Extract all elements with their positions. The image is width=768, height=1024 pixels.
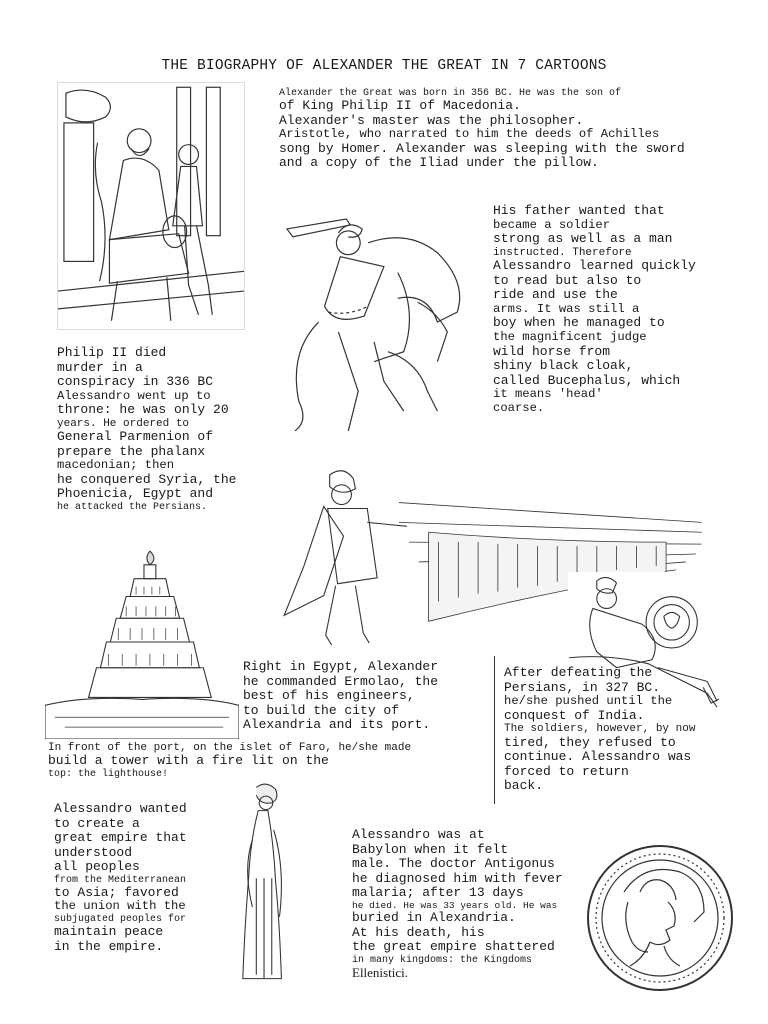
text-line: understood: [54, 844, 133, 860]
text-line: conquest of India.: [504, 707, 645, 723]
greek-woman-illustration: [236, 778, 294, 990]
text-line: arms. It was still a: [493, 301, 640, 316]
text-line: male. The doctor Antigonus: [352, 856, 555, 872]
text-line: he died. He was 33 years old. He was: [352, 899, 558, 911]
text-line: Alessandro learned quickly: [493, 258, 696, 274]
text-line: all peoples: [54, 859, 140, 875]
lighthouse-tower-illustration: [44, 546, 240, 740]
text-line: murder in a: [57, 359, 143, 375]
text-line: subjugated peoples for: [54, 914, 187, 926]
text-line: in the empire.: [54, 938, 164, 954]
text-line: became a soldier: [493, 217, 611, 232]
text-line: His father wanted that: [493, 203, 665, 218]
text-line: years. He ordered to: [57, 417, 190, 430]
text-line: coarse.: [493, 400, 545, 415]
text-line: Phoenicia, Egypt and: [57, 486, 214, 502]
text-line: Persians, in 327 BC.: [504, 679, 661, 695]
text-line: General Parmenion of: [57, 429, 214, 445]
text-line: the union with the: [54, 899, 186, 914]
text-line: wild horse from: [493, 343, 611, 359]
text-line: to Asia; favored: [54, 884, 179, 900]
text-line: Alessandro wanted: [54, 801, 187, 816]
text-line: Philip II died: [57, 345, 167, 360]
text-line: he commanded Ermolao, the: [243, 673, 439, 689]
text-line: Aristotle, who narrated to him the deeds of Achilles: [279, 127, 660, 142]
text-line: top: the lighthouse!: [48, 768, 169, 780]
text-line: Ellenistici.: [352, 965, 408, 981]
text-line: Alexandria and its port.: [243, 717, 431, 733]
death-paragraph: [352, 828, 563, 981]
text-line: the magnificent judge: [493, 329, 647, 344]
empire-paragraph: [54, 802, 187, 954]
text-line: to create a: [54, 815, 140, 831]
text-line: best of his engineers,: [243, 688, 415, 704]
text-line: Alexander's master was the philosopher.: [279, 112, 584, 128]
text-line: Alessandro was at: [352, 827, 485, 842]
text-line: instructed. Therefore: [493, 246, 632, 259]
text-line: buried in Alexandria.: [352, 910, 516, 926]
coin-portrait-illustration: [584, 842, 736, 994]
text-line: Babylon when it felt: [352, 841, 509, 857]
text-line: Alexander the Great was born in 356 BC. He was the son of: [279, 88, 622, 99]
page-title: THE BIOGRAPHY OF ALEXANDER THE GREAT IN 7 CARTOONS: [161, 58, 607, 74]
text-line: he attacked the Persians.: [57, 502, 208, 513]
text-line: called Bucephalus, which: [493, 372, 681, 388]
text-line: song by Homer. Alexander was sleeping with the sword: [279, 140, 685, 156]
text-line: Alessandro went up to: [57, 388, 211, 403]
text-line: great empire that: [54, 830, 187, 846]
text-line: from the Mediterranean: [54, 874, 187, 886]
text-line: The soldiers, however, by now: [504, 723, 696, 736]
bucephalus-rider-illustration: [278, 212, 478, 438]
persians-paragraph: [504, 666, 695, 794]
birth-paragraph: [279, 88, 685, 171]
port-paragraph: [48, 742, 411, 780]
text-line: After defeating the: [504, 665, 653, 680]
text-line: continue. Alessandro was: [504, 749, 692, 765]
text-line: conspiracy in 336 BC: [57, 374, 214, 390]
text-line: ride and use the: [493, 287, 618, 303]
text-line: throne: he was only 20: [57, 402, 229, 418]
text-line: boy when he managed to: [493, 315, 665, 331]
text-line: malaria; after 13 days: [352, 885, 524, 901]
text-line: and a copy of the Iliad under the pillow.: [279, 155, 599, 171]
text-line: he conquered Syria, the: [57, 471, 237, 487]
aristotle-teaching-illustration: [57, 82, 245, 330]
text-line: tired, they refused to: [504, 734, 676, 750]
text-line: back.: [504, 778, 544, 794]
column-divider: [494, 656, 495, 804]
egypt-paragraph: [243, 660, 438, 733]
philip-paragraph: [57, 346, 236, 513]
text-line: In front of the port, on the islet of Faro, he/she made: [48, 742, 412, 754]
text-line: strong as well as a man: [493, 231, 673, 247]
text-line: he diagnosed him with fever: [352, 870, 563, 886]
text-line: build a tower with a fire lit on the: [48, 753, 329, 769]
text-line: macedonian; then: [57, 458, 175, 473]
father-paragraph: [493, 204, 696, 416]
text-line: Right in Egypt, Alexander: [243, 659, 439, 674]
text-line: At his death, his: [352, 924, 485, 940]
text-line: it means 'head': [493, 387, 603, 402]
text-line: forced to return: [504, 763, 629, 779]
text-line: he/she pushed until the: [504, 694, 673, 709]
text-line: of King Philip II of Macedonia.: [279, 98, 521, 114]
text-line: prepare the phalanx: [57, 443, 206, 459]
text-line: the great empire shattered: [352, 939, 555, 955]
text-line: in many kingdoms: the Kingdoms: [352, 955, 533, 966]
text-line: maintain peace: [54, 924, 164, 940]
text-line: to read but also to: [493, 272, 642, 288]
text-line: shiny black cloak,: [493, 358, 634, 374]
text-line: to build the city of: [243, 702, 400, 718]
